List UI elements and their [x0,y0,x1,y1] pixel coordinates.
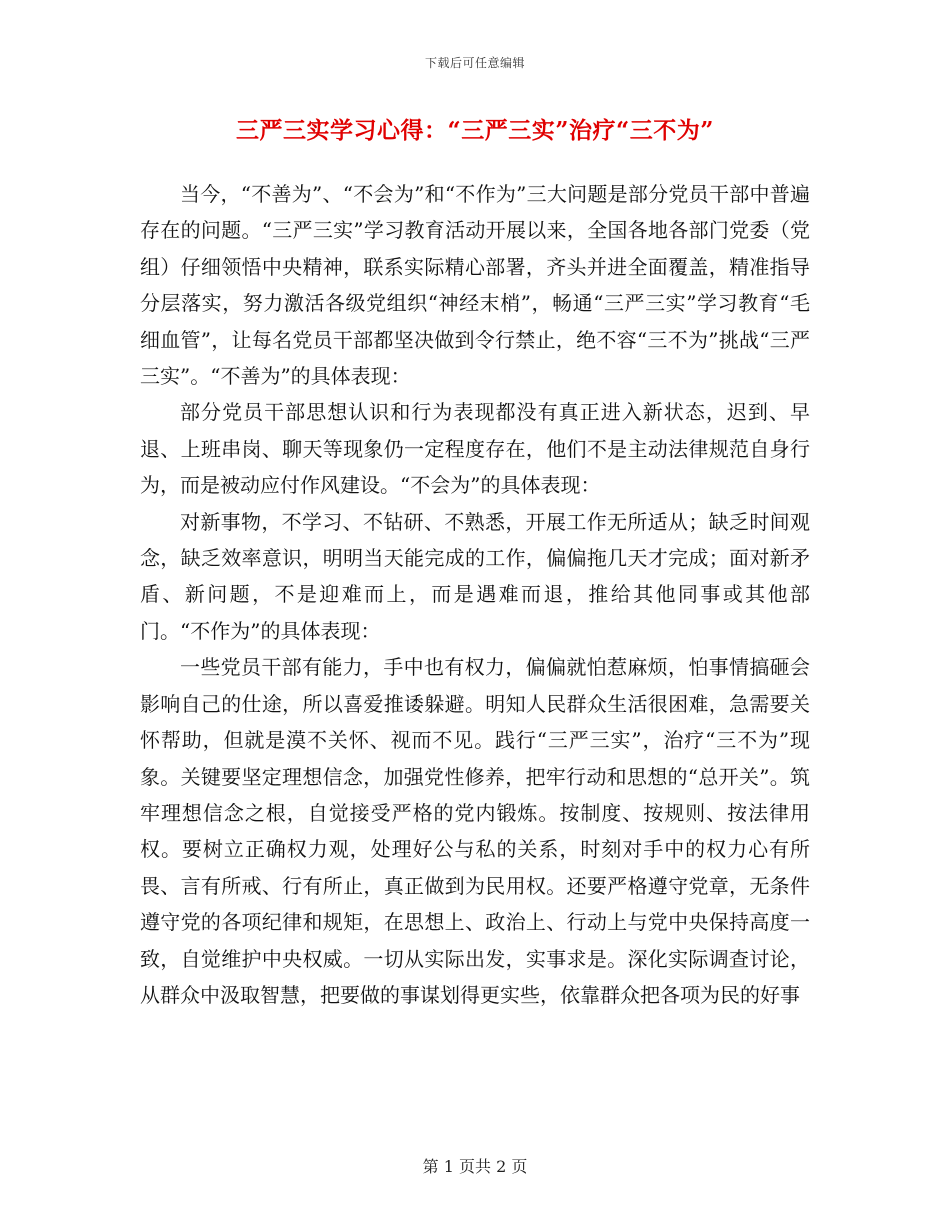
header-note: 下载后可任意编辑 [424,56,525,70]
body-paragraph: 对新事物，不学习、不钻研、不熟悉，开展工作无所适从；缺乏时间观念，缺乏效率意识，明明当天能完成的工作，偏偏拖几天才完成；面对新矛盾、新问题，不是迎难而上，而是遇难而退，推给其他同事或其他部门。“不作为”的具体表现： [140,509,810,643]
document-body [140,176,810,1013]
document-title: 三严三实学习心得：“三严三实”治疗“三不为” [236,117,714,144]
body-paragraph: 当今，“不善为”、“不会为”和“不作为”三大问题是部分党员干部中普遍存在的问题。“三严三实”学习教育活动开展以来，全国各地各部门党委（党组）仔细领悟中央精神，联系实际精心部署，齐头并进全面覆盖，精准指导分层落实，努力激活各级党组织“神经末梢”，畅通“三严三实”学习教育“毛细血管”，让每名党员干部都坚决做到令行禁止，绝不容“三不为”挑战“三严三实”。“不善为”的具体表现： [140,182,810,389]
body-paragraph: 一些党员干部有能力，手中也有权力，偏偏就怕惹麻烦，怕事情搞砸会影响自己的仕途，所以喜爱推诿躲避。明知人民群众生活很困难，急需要关怀帮助，但就是漠不关怀、视而不见。践行“三严三实”，治疗“三不为”现象。关键要坚定理想信念，加强党性修养，把牢行动和思想的“总开关”。筑牢理想信念之根，自觉接受严格的党内锻炼。按制度、按规则、按法律用权。要树立正确权力观，处理好公与私的关系，时刻对手中的权力心有所畏、言有所戒、行有所止，真正做到为民用权。还要严格遵守党章，无条件遵守党的各项纪律和规矩，在思想上、政治上、行动上与党中央保持高度一致，自觉维护中央权威。一切从实际出发，实事求是。深化实际调查讨论，从群众中汲取智慧，把要做的事谋划得更实些，依靠群众把各项为民的好事 [140,655,810,1007]
body-paragraph: 部分党员干部思想认识和行为表现都没有真正进入新状态，迟到、早退、上班串岗、聊天等现象仍一定程度存在，他们不是主动法律规范自身行为，而是被动应付作风建设。“不会为”的具体表现： [140,400,810,498]
page-number-footer: 第 1 页共 2 页 [422,1157,528,1176]
